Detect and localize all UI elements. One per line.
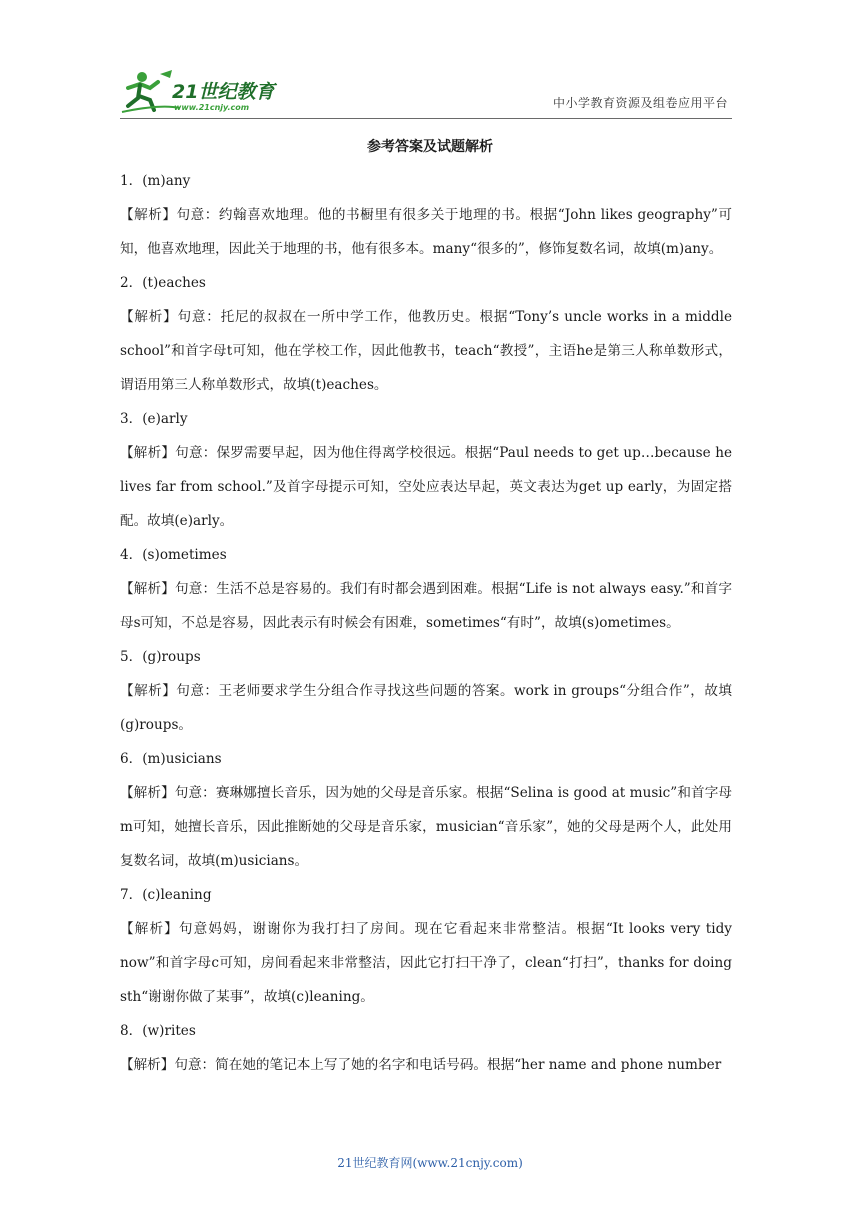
answer-line: 6．(m)usicians [120, 751, 222, 767]
logo-url-text: www.21cnjy.com [174, 103, 250, 112]
answer-list [120, 164, 732, 1082]
explanation-text: 【解析】句意：托尼的叔叔在一所中学工作，他教历史。根据“Tony’s uncle works in a middle school”和首字母t可知，他在学校工作，因此他教书，teach“教授”，主语he是第三人称单数形式，谓语用第三人称单数形式，故填(t)eaches。 [120, 309, 732, 393]
answer-line: 1．(m)any [120, 173, 191, 189]
logo-text: 21世纪教育 [172, 81, 275, 103]
answer-item [120, 878, 732, 1014]
explanation-text: 【解析】句意：赛琳娜擅长音乐，因为她的父母是音乐家。根据“Selina is good at music”和首字母m可知，她擅长音乐，因此推断她的父母是音乐家，musician“音乐家”，她的父母是两个人，此处用复数名词，故填(m)usicians。 [120, 785, 732, 869]
answer-line: 8．(w)rites [120, 1023, 196, 1039]
explanation-text: 【解析】句意：简在她的笔记本上写了她的名字和电话号码。根据“her name and phone number [120, 1057, 722, 1073]
page-header [120, 62, 732, 119]
answer-item [120, 266, 732, 402]
explanation-text: 【解析】句意：生活不总是容易的。我们有时都会遇到困难。根据“Life is not always easy.”和首字母s可知，不总是容易，因此表示有时候会有困难，sometimes“有时”，故填(s)ometimes。 [120, 581, 732, 631]
header-platform-text: 中小学教育资源及组卷应用平台 [552, 96, 728, 110]
answer-line: 3．(e)arly [120, 411, 188, 427]
answer-item [120, 640, 732, 742]
document-title: 参考答案及试题解析 [367, 139, 493, 155]
answer-line: 2．(t)eaches [120, 275, 206, 291]
explanation-text: 【解析】句意：王老师要求学生分组合作寻找这些问题的答案。work in groups“分组合作”，故填(g)roups。 [120, 683, 732, 733]
answer-line: 4．(s)ometimes [120, 547, 227, 563]
answer-line: 5．(g)roups [120, 649, 201, 665]
logo-21cnjy [120, 68, 290, 114]
explanation-text: 【解析】句意妈妈，谢谢你为我打扫了房间。现在它看起来非常整洁。根据“It looks very tidy now”和首字母c可知，房间看起来非常整洁，因此它打扫干净了，clean“打扫”，thanks for doing sth“谢谢你做了某事”，故填(c)leaning。 [120, 921, 732, 1005]
explanation-text: 【解析】句意：约翰喜欢地理。他的书橱里有很多关于地理的书。根据“John likes geography”可知，他喜欢地理，因此关于地理的书，他有很多本。many“很多的”，修饰复数名词，故填(m)any。 [120, 207, 732, 257]
page-footer: 21世纪教育网(www.21cnjy.com) [337, 1156, 523, 1170]
answer-item [120, 742, 732, 878]
answer-item [120, 402, 732, 538]
answer-item [120, 538, 732, 640]
answer-item [120, 1014, 732, 1082]
explanation-text: 【解析】句意：保罗需要早起，因为他住得离学校很远。根据“Paul needs to get up…because he lives far from school.”及首字母提示可知，空处应表达早起，英文表达为get up early，为固定搭配。故填(e)arly。 [120, 445, 732, 529]
answer-line: 7．(c)leaning [120, 887, 212, 903]
answer-item [120, 164, 732, 266]
